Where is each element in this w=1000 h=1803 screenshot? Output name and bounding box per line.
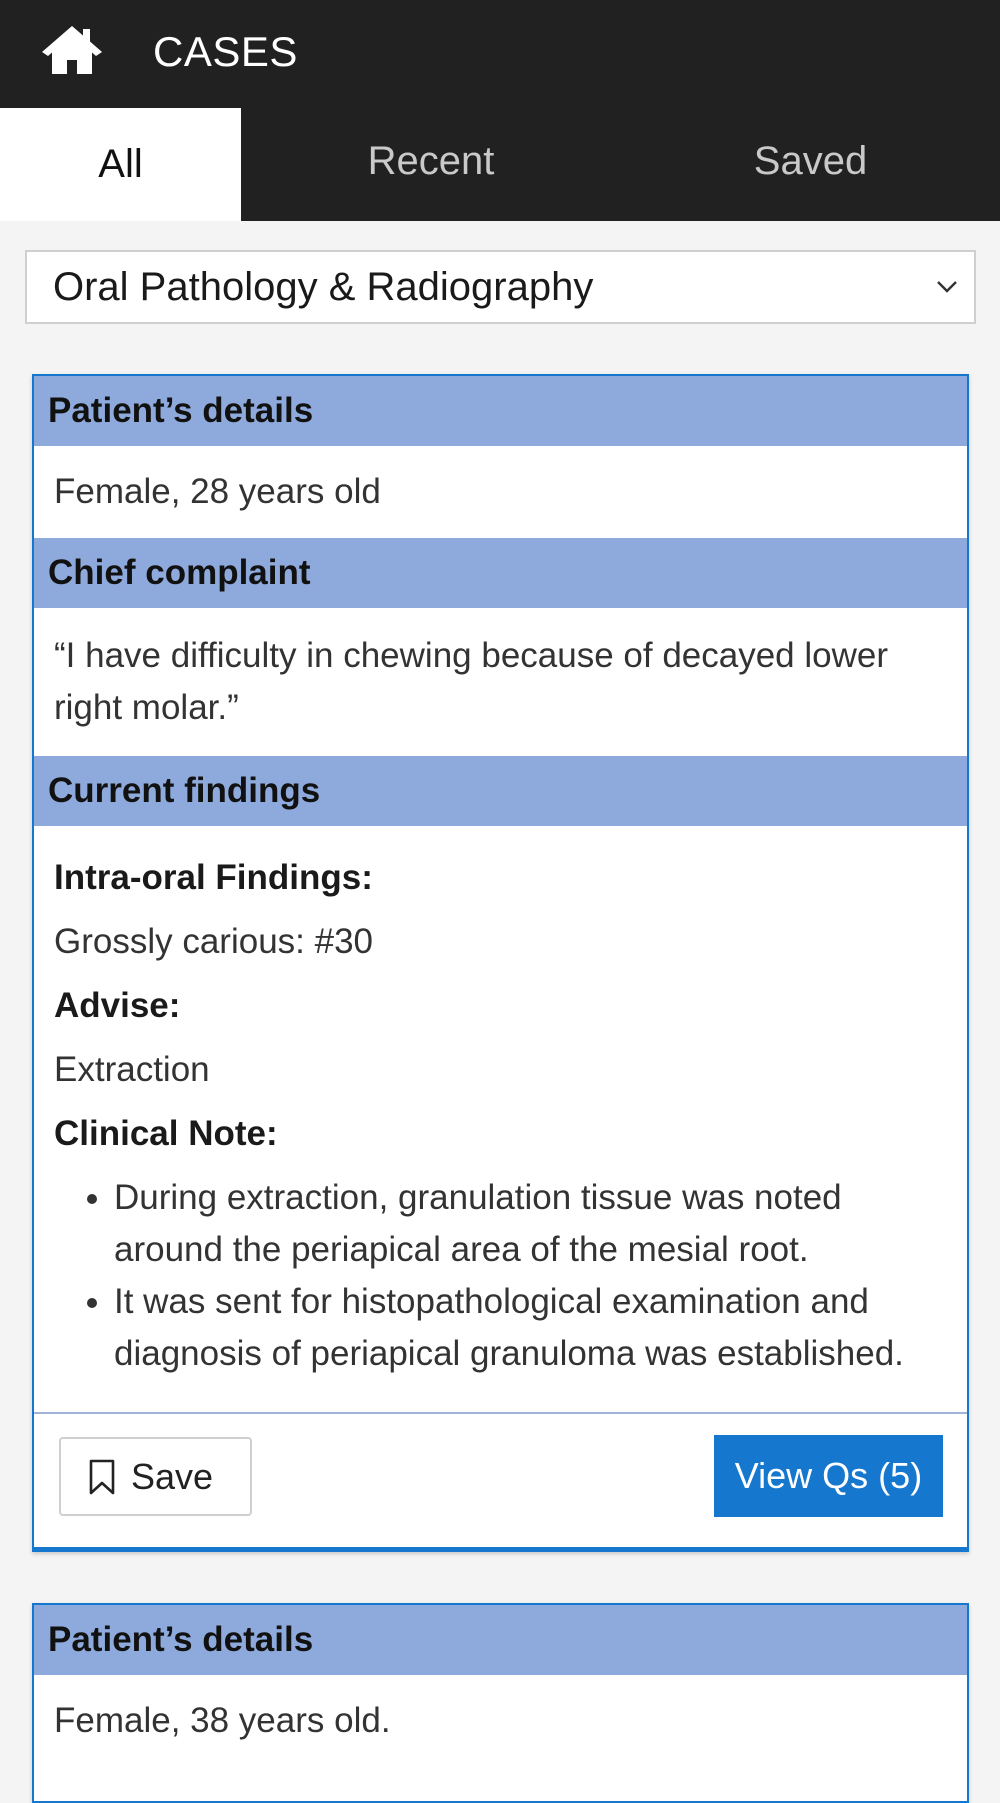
tab-all[interactable]: All [0, 108, 241, 221]
patient-details-text: Female, 28 years old [54, 472, 381, 511]
save-button-label: Save [131, 1455, 214, 1497]
patient-details-heading: Patient’s details [34, 1605, 967, 1675]
tab-saved[interactable]: Saved [753, 139, 868, 183]
tab-recent[interactable]: Recent [367, 139, 495, 183]
current-findings-heading: Current findings [34, 756, 967, 826]
clinical-note-label: Clinical Note: [54, 1114, 278, 1153]
tab-bar [0, 108, 1000, 221]
clinical-note-item: • It was sent for histopathological examination and diagnosis of periapical granuloma was established. [114, 1276, 947, 1380]
patient-details-text: Female, 38 years old. [54, 1701, 391, 1740]
chevron-down-icon [936, 280, 958, 294]
intra-oral-findings-value: Grossly carious: #30 [54, 922, 374, 961]
bookmark-icon [89, 1459, 115, 1495]
home-icon[interactable] [40, 24, 104, 76]
chief-complaint-text: “I have difficulty in chewing because of decayed lower right molar.” [54, 636, 889, 727]
category-select-value: Oral Pathology & Radiography [53, 264, 594, 309]
intra-oral-findings-label: Intra-oral Findings: [54, 858, 373, 897]
case-card [32, 1603, 969, 1803]
category-select[interactable] [25, 250, 976, 324]
patient-details-heading: Patient’s details [34, 376, 967, 446]
advise-value: Extraction [54, 1050, 210, 1089]
chief-complaint-heading: Chief complaint [34, 538, 967, 608]
view-questions-button[interactable]: View Qs (5) [714, 1435, 943, 1517]
save-button[interactable] [59, 1437, 252, 1516]
clinical-note-item: • During extraction, granulation tissue was noted around the periapical area of the mesial root. [114, 1172, 947, 1276]
advise-label: Advise: [54, 986, 181, 1025]
top-app-bar [0, 0, 1000, 108]
page-title: CASES [153, 28, 298, 75]
current-findings [34, 826, 967, 1380]
case-card-footer [34, 1412, 967, 1547]
case-card [32, 374, 969, 1552]
patient-details [34, 1675, 967, 1767]
clinical-notes-list [54, 1172, 947, 1380]
patient-details [34, 446, 967, 538]
